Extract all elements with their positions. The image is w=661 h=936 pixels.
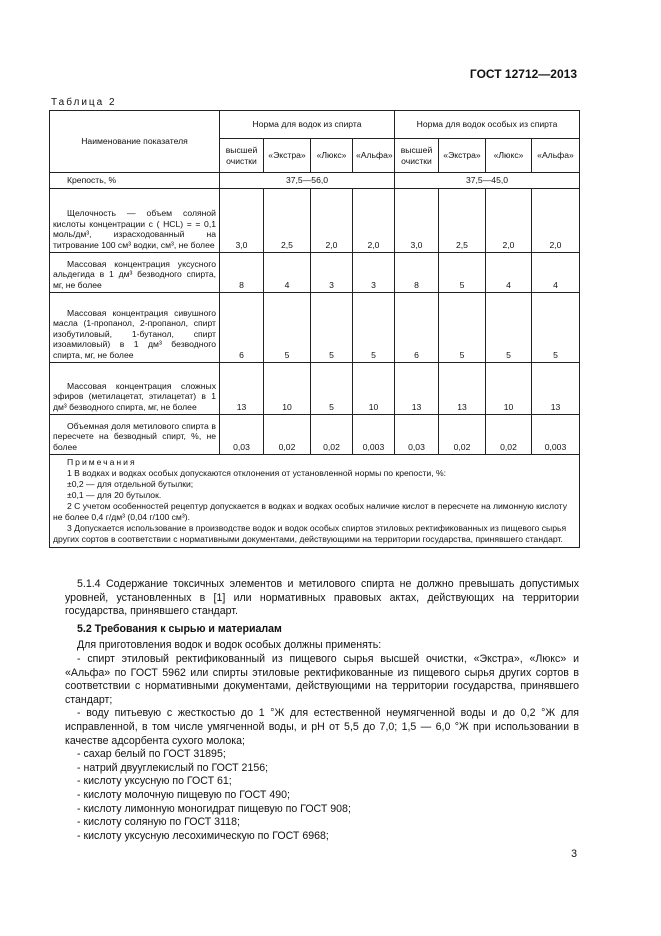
note-1a: ±0,2 — для отдельной бутылки; — [67, 479, 194, 489]
range-cell: 37,5—56,0 — [220, 173, 395, 189]
value-cell: 5 — [439, 253, 486, 293]
table-notes — [50, 455, 580, 548]
sub-header: «Экстра» — [264, 139, 311, 173]
value-cell: 13 — [395, 363, 439, 415]
value-cell: 5 — [353, 293, 395, 363]
sub-header: «Экстра» — [439, 139, 486, 173]
note-2: 2 С учетом особенностей рецептур допускается в водках и водках особых наличие кислот в пересчете на лимонную кислоту не более 0,4 г/дм³ (0,04 г/100 см³). — [53, 501, 568, 522]
value-cell: 4 — [532, 253, 580, 293]
value-cell: 5 — [311, 293, 353, 363]
value-cell: 13 — [439, 363, 486, 415]
value-cell: 3,0 — [395, 189, 439, 253]
row-name: Объемная доля метилового спирта в пересчете на безводный спирт, %, не более — [50, 415, 220, 455]
sub-header: высшей очистки — [220, 139, 264, 173]
sub-header: «Альфа» — [532, 139, 580, 173]
paragraph-intro: Для приготовления водок и водок особых должны применять: — [77, 639, 382, 652]
norms-table — [49, 110, 580, 548]
note-1b: ±0,1 — для 20 бутылок. — [67, 490, 162, 500]
value-cell: 2,0 — [486, 189, 532, 253]
value-cell: 0,03 — [395, 415, 439, 455]
col-header-group-special: Норма для водок особых из спирта — [395, 111, 580, 139]
row-name: Массовая концентрация сивушного масла (1-пропанол, 2-пропанол, спирт изобутиловый, 1-бутанол, спирт изоамиловый) в 1 дм³ безводного спирта, мг, не более — [50, 293, 220, 363]
value-cell: 0,02 — [486, 415, 532, 455]
sub-header: «Люкс» — [486, 139, 532, 173]
value-cell: 0,003 — [532, 415, 580, 455]
value-cell: 3 — [311, 253, 353, 293]
value-cell: 10 — [264, 363, 311, 415]
body-text — [65, 578, 579, 843]
value-cell: 0,02 — [439, 415, 486, 455]
value-cell: 13 — [532, 363, 580, 415]
row-name: Щелочность — объем соляной кислоты концентрации c ( HCL) = = 0,1 моль/дм³, израсходованный на титрование 100 см³ водки, см³, не более — [50, 189, 220, 253]
table-row — [50, 363, 580, 415]
section-heading-5-2: 5.2 Требования к сырью и материалам — [77, 622, 282, 635]
value-cell: 0,003 — [353, 415, 395, 455]
value-cell: 2,0 — [532, 189, 580, 253]
value-cell: 10 — [486, 363, 532, 415]
value-cell: 2,0 — [353, 189, 395, 253]
value-cell: 5 — [486, 293, 532, 363]
notes-cell — [50, 455, 580, 548]
list-item: - кислоту уксусную по ГОСТ 61; — [77, 775, 232, 788]
value-cell: 6 — [220, 293, 264, 363]
list-item: - кислоту лимонную моногидрат пищевую по ГОСТ 908; — [77, 802, 351, 815]
col-header-group-vodka: Норма для водок из спирта — [220, 111, 395, 139]
list-item: - кислоту молочную пищевую по ГОСТ 490; — [77, 788, 290, 801]
value-cell: 10 — [353, 363, 395, 415]
row-name: Крепость, % — [50, 173, 220, 189]
value-cell: 4 — [264, 253, 311, 293]
table-row — [50, 415, 580, 455]
value-cell: 6 — [395, 293, 439, 363]
page-number: 3 — [571, 848, 577, 860]
value-cell: 0,02 — [264, 415, 311, 455]
value-cell: 3,0 — [220, 189, 264, 253]
notes-title: Примечания — [67, 457, 137, 467]
value-cell: 0,03 — [220, 415, 264, 455]
value-cell: 8 — [220, 253, 264, 293]
paragraph-5-1-4: 5.1.4 Содержание токсичных элементов и метилового спирта не должно превышать допустимых уровней, установленных в [1] или нормативных правовых актах, действующих на территории государства, принявшего стандарт. — [65, 578, 579, 618]
value-cell: 4 — [486, 253, 532, 293]
table-row — [50, 189, 580, 253]
list-item: - кислоту уксусную лесохимическую по ГОСТ 6968; — [77, 829, 329, 842]
list-item: - кислоту соляную по ГОСТ 3118; — [77, 816, 240, 829]
value-cell: 5 — [264, 293, 311, 363]
row-name: Массовая концентрация сложных эфиров (метилацетат, этилацетат) в 1 дм³ безводного спирта, мг, не более — [50, 363, 220, 415]
list-item: - натрий двууглекислый по ГОСТ 2156; — [77, 761, 269, 774]
value-cell: 3 — [353, 253, 395, 293]
value-cell: 5 — [311, 363, 353, 415]
value-cell: 2,5 — [264, 189, 311, 253]
value-cell: 8 — [395, 253, 439, 293]
list-item: - сахар белый по ГОСТ 31895; — [77, 748, 226, 761]
table-row — [50, 253, 580, 293]
list-item: - воду питьевую с жесткостью до 1 °Ж для естественной неумягченной воды и до 0,2 °Ж для исправленной, в том числе умягченной воды, и pH от 5,5 до 7,0; 1,5 — 6,0 °Ж при использовании в качестве адсорбента сухого молока; — [65, 707, 579, 747]
standard-number: ГОСТ 12712—2013 — [469, 67, 577, 81]
range-cell: 37,5—45,0 — [395, 173, 580, 189]
note-3: 3 Допускается использование в производстве водок и водок особых спиртов этиловых ректификованных из пищевого сырья других сортов в соответствии с нормативными документами, действующими на территории государства, принявшего стандарт. — [53, 523, 567, 544]
value-cell: 0,02 — [311, 415, 353, 455]
value-cell: 5 — [532, 293, 580, 363]
value-cell: 5 — [439, 293, 486, 363]
table-caption: Таблица 2 — [51, 97, 117, 108]
table-row — [50, 293, 580, 363]
value-cell: 2,5 — [439, 189, 486, 253]
list-item: - спирт этиловый ректификованный из пищевого сырья высшей очистки, «Экстра», «Люкс» и «Альфа» по ГОСТ 5962 или спирты этиловые ректификованные из пищевого сырья других сортов в соответствии с нормативными документами, действующими на территории государства, принявшего стандарт; — [65, 652, 579, 706]
note-1: 1 В водках и водках особых допускаются отклонения от установленной нормы по крепости, %: — [67, 468, 447, 478]
value-cell: 13 — [220, 363, 264, 415]
sub-header: «Люкс» — [311, 139, 353, 173]
value-cell: 2,0 — [311, 189, 353, 253]
sub-header: высшей очистки — [395, 139, 439, 173]
row-name: Массовая концентрация уксусного альдегида в 1 дм³ безводного спирта, мг, не более — [50, 253, 220, 293]
col-header-name: Наименование показателя — [50, 111, 220, 173]
sub-header: «Альфа» — [353, 139, 395, 173]
